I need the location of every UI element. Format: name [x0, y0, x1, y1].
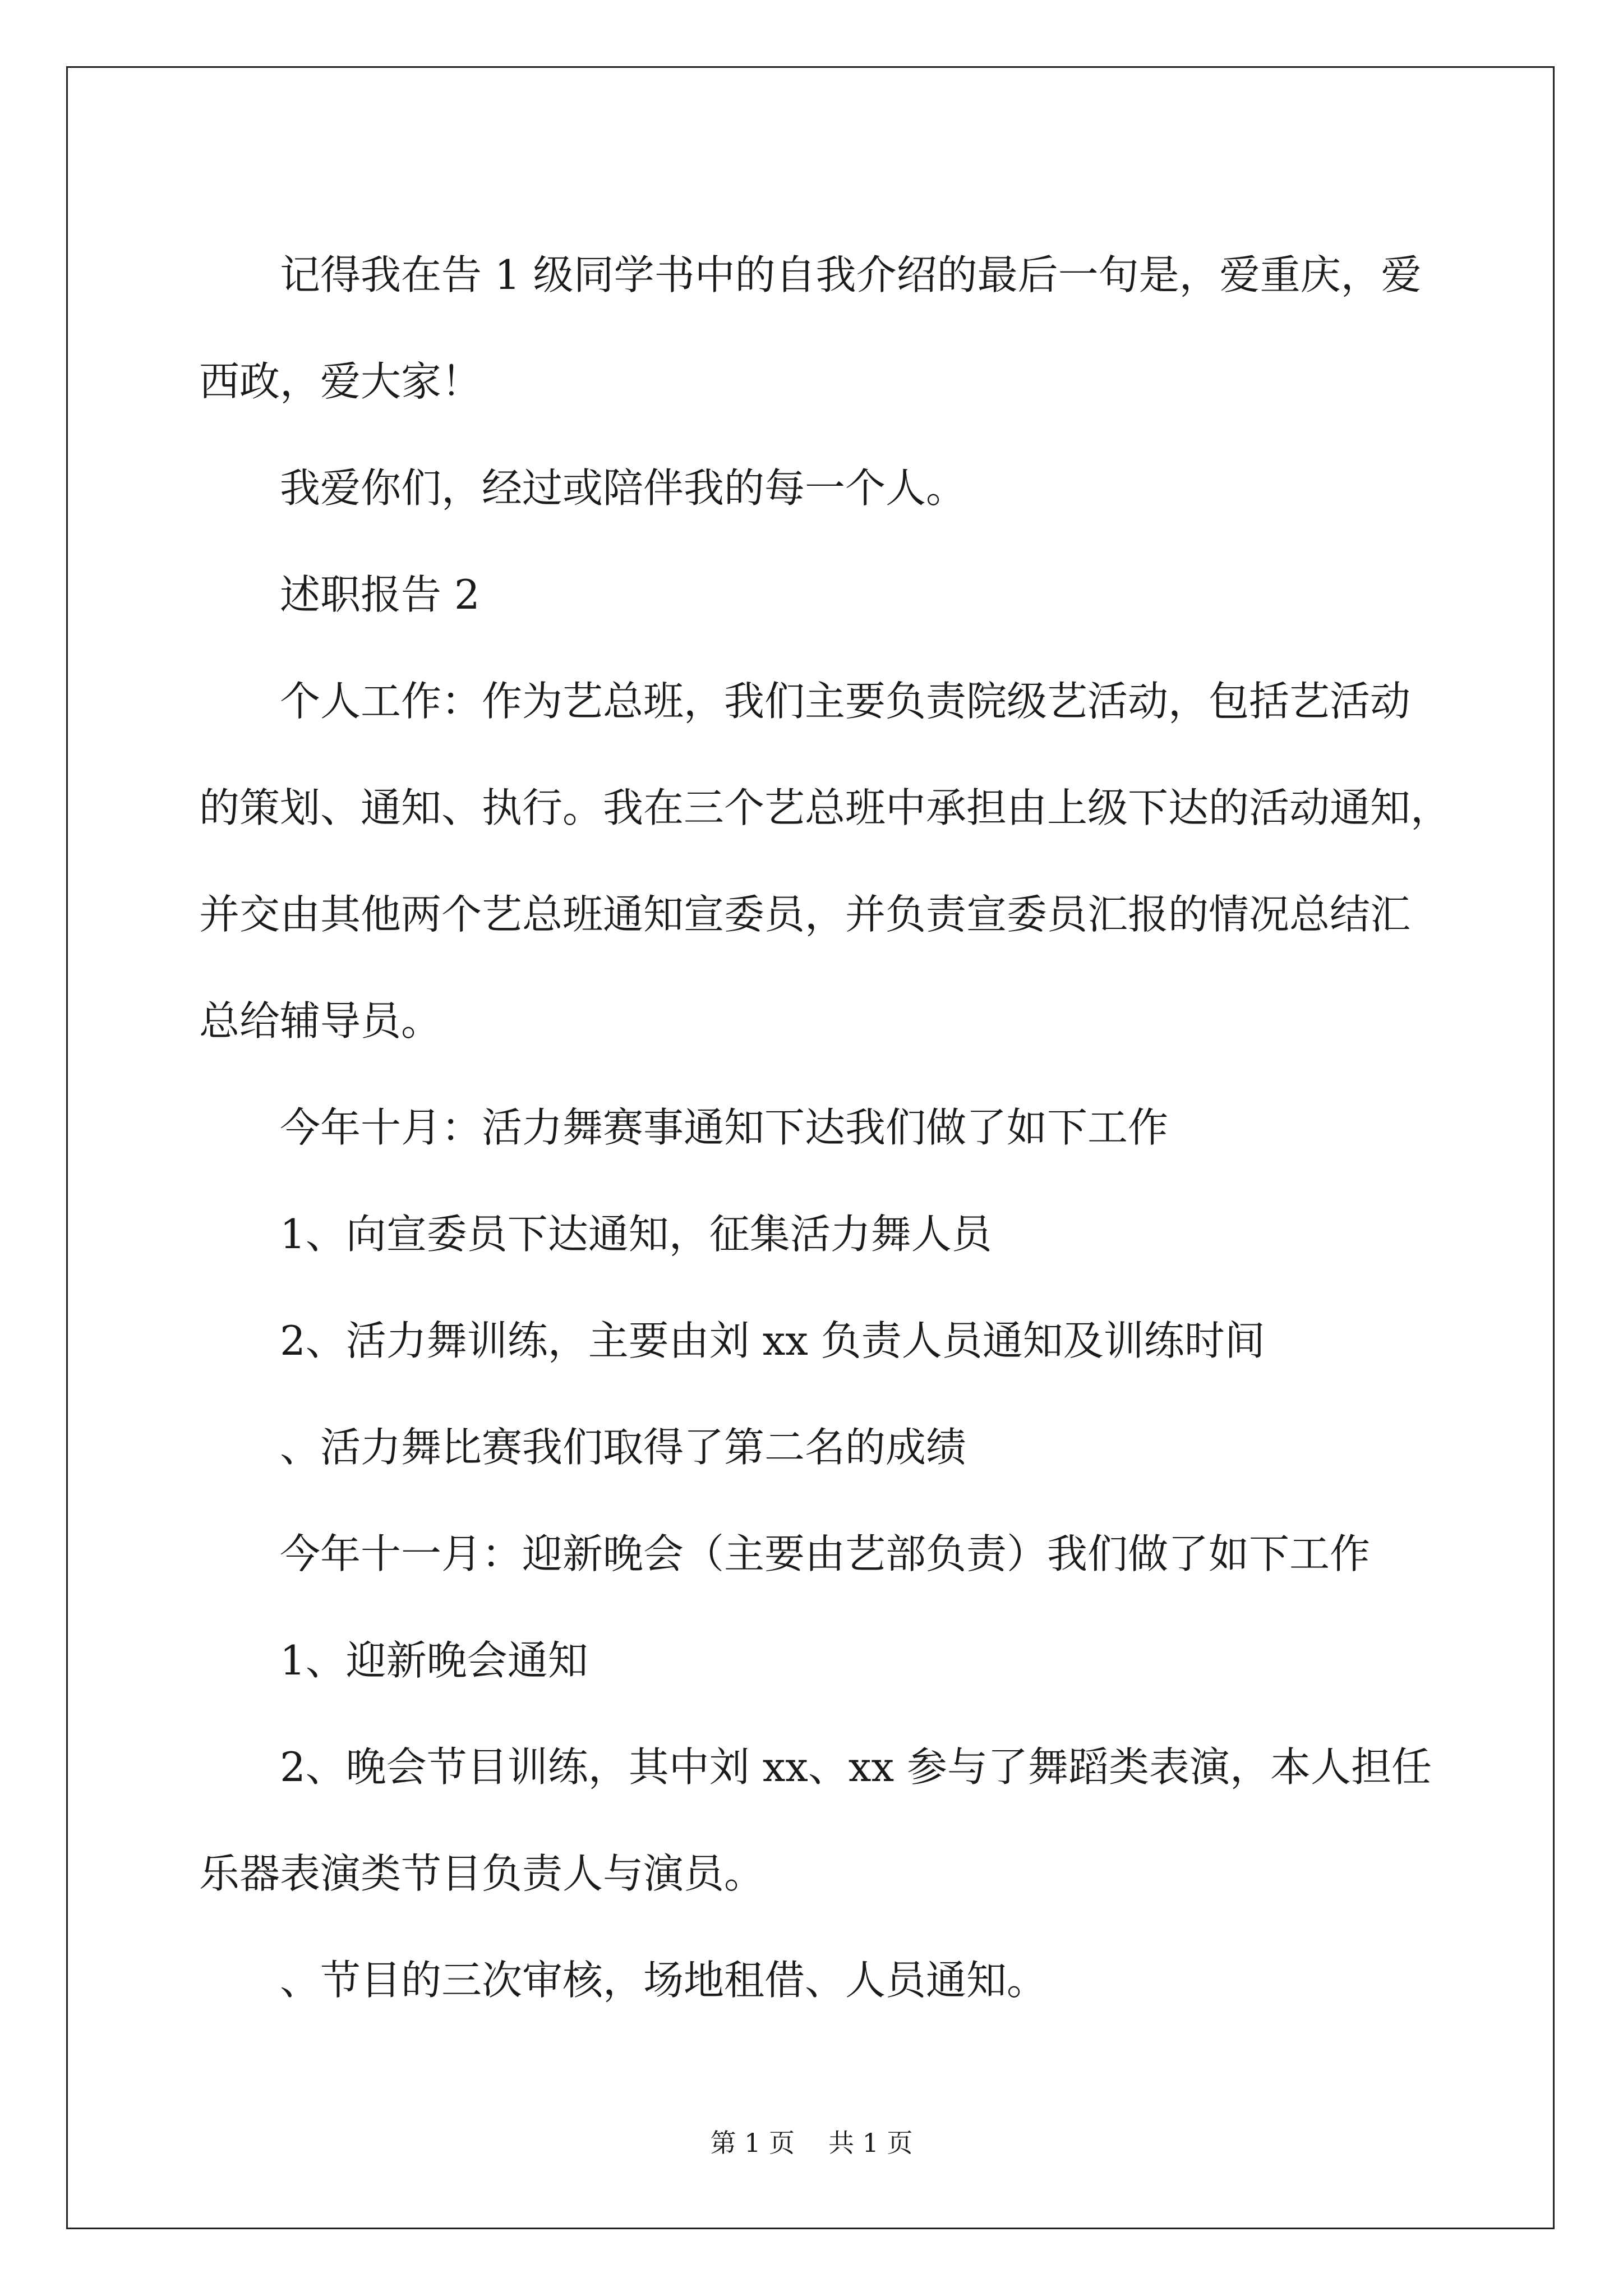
paragraph-line: 乐器表演类节目负责人与演员。	[199, 1850, 765, 1897]
paragraph-line: 个人工作：作为艺总班，我们主要负责院级艺活动，包括艺活动	[280, 678, 1411, 725]
list-item: 1、向宣委员下达通知，征集活力舞人员	[280, 1211, 992, 1258]
list-item: 2、晚会节目训练，其中刘 xx、xx 参与了舞蹈类表演，本人担任	[280, 1743, 1432, 1791]
list-item: 2、活力舞训练，主要由刘 xx 负责人员通知及训练时间	[280, 1317, 1265, 1364]
paragraph-line: 今年十月：活力舞赛事通知下达我们做了如下工作	[280, 1104, 1169, 1151]
paragraph-line: 并交由其他两个艺总班通知宣委员，并负责宣委员汇报的情况总结汇	[199, 891, 1411, 938]
paragraph-line: 记得我在告 1 级同学书中的自我介绍的最后一句是，爱重庆，爱	[280, 251, 1422, 298]
list-item: 、节目的三次审核，场地租借、人员通知。	[280, 1957, 1048, 2004]
section-heading: 述职报告 2	[280, 571, 480, 618]
page-total: 共 1 页	[828, 2128, 913, 2158]
paragraph-line: 我爱你们，经过或陪伴我的每一个人。	[280, 464, 967, 512]
paragraph-line: 的策划、通知、执行。我在三个艺总班中承担由上级下达的活动通知，	[199, 784, 1451, 831]
paragraph-line: 今年十一月：迎新晚会（主要由艺部负责）我们做了如下工作	[280, 1530, 1371, 1577]
paragraph-line: 西政，爱大家！	[199, 358, 482, 405]
page-footer	[0, 2126, 1623, 2160]
list-item: 1、迎新晚会通知	[280, 1637, 588, 1684]
document-body	[199, 222, 1467, 2033]
page-number: 第 1 页	[710, 2128, 795, 2158]
list-item: 、活力舞比赛我们取得了第二名的成绩	[280, 1424, 967, 1471]
paragraph-line: 总给辅导员。	[199, 997, 442, 1045]
